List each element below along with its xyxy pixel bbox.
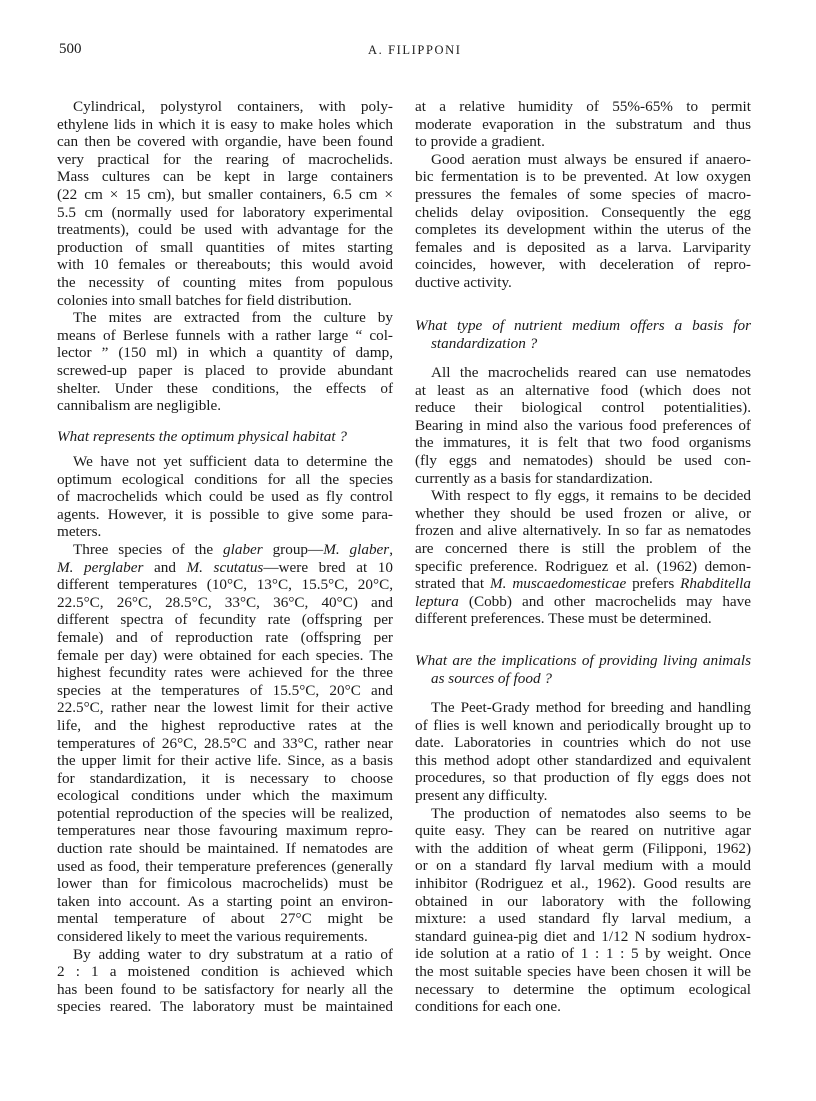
text-line: has been found to be satisfactory for nearly all the xyxy=(57,980,393,998)
text-line: date. Laboratories in countries which do not use xyxy=(415,734,751,752)
text-line: colonies into small batches for field distribution. xyxy=(57,291,352,309)
text-line: pressures the females of some species of macro- xyxy=(415,185,751,203)
text-line: considered likely to meet the various requirements. xyxy=(57,928,368,946)
text-line: species at the temperatures of 15.5°C, 20°C and xyxy=(57,681,393,699)
text-line: at least as an alternative food (which does not xyxy=(415,381,751,399)
text-line: Bearing in mind also the various food preferences of xyxy=(415,416,751,434)
text-line: quite easy. They can be reared on nutritive agar xyxy=(415,822,751,840)
paragraph xyxy=(415,98,751,151)
text-line: or on a standard fly larval medium with a mould xyxy=(415,857,751,875)
text-line: lower than for fimicolous macrochelids) must be xyxy=(57,875,393,893)
text-line: used as food, their temperature preferences (generally xyxy=(57,857,393,875)
italic-taxon-name: M. perglaber xyxy=(57,558,144,576)
text-line: for standardization, it is necessary to choose xyxy=(57,769,393,787)
text-line: of macrochelids which could be used as fly control xyxy=(57,488,393,506)
heading-line: What are the implications of providing living animals xyxy=(415,652,751,669)
text-run: Three species of the xyxy=(73,540,224,558)
text-line: 5.5 cm (normally used for laboratory experimental xyxy=(57,203,393,221)
text-line: with 10 females or thereabouts; this would avoid xyxy=(57,256,393,274)
text-line: chelids delay oviposition. Consequently the egg xyxy=(415,203,751,221)
text-line: ethylene lids in which it is easy to make holes which xyxy=(57,115,393,133)
left-body-group-2 xyxy=(57,453,393,1016)
text-line: production of small quantities of mites starting xyxy=(57,238,393,256)
text-line: coincides, however, with deceleration of repro- xyxy=(415,256,751,274)
text-line: to provide a gradient. xyxy=(415,133,545,151)
text-line: cannibalism are negligible. xyxy=(57,397,222,415)
text-line: inhibitor (Rodriguez et al., 1962). Good results are xyxy=(415,874,751,892)
text-line: agents. However, it is possible to give some para- xyxy=(57,505,393,523)
text-line: 22.5°C, 26°C, 28.5°C, 33°C, 36°C, 40°C) and xyxy=(57,593,393,611)
italic-taxon-name: M. scutatus xyxy=(186,558,264,576)
italic-taxon-name: M. muscaedomesticae xyxy=(490,575,627,593)
text-line: Mass cultures can be kept in large containers xyxy=(57,168,393,186)
heading-line: as sources of food ? xyxy=(431,669,552,687)
section-heading-living-animals xyxy=(415,652,751,687)
text-line: with the addition of wheat germ (Filipponi, 1962) xyxy=(415,839,751,857)
paragraph xyxy=(57,946,393,1016)
text-line: taken into account. As a starting point an environ- xyxy=(57,892,393,910)
section-heading-physical-habitat xyxy=(57,428,393,446)
right-body-group-1 xyxy=(415,98,751,292)
text-line: different preferences. These must be determined. xyxy=(415,610,712,628)
paragraph xyxy=(415,151,751,292)
text-line: duction rate should be maintained. If nematodes are xyxy=(57,840,393,858)
text-line: 22.5°C, rather near the lowest limit for their active xyxy=(57,699,393,717)
text-line: Cylindrical, polystyrol containers, with poly- xyxy=(73,98,393,115)
right-body-group-3 xyxy=(415,699,751,1016)
text-line: at a relative humidity of 55%-65% to permit xyxy=(415,98,751,115)
text-line: mixture: a used standard fly larval medium, a xyxy=(415,910,751,928)
heading-line: What type of nutrient medium offers a basis for xyxy=(415,317,751,334)
text-line: highest fecundity rates were achieved for the three xyxy=(57,664,393,682)
italic-taxon-name: glaber xyxy=(223,540,263,558)
text-line: The mites are extracted from the culture by xyxy=(73,309,393,327)
paragraph xyxy=(415,699,751,805)
text-line: females and is deposited as a larva. Larviparity xyxy=(415,238,751,256)
text-line: necessary to determine the optimum ecological xyxy=(415,980,751,998)
heading-line: standardization ? xyxy=(431,334,538,352)
text-line: (fly eggs and nematodes) should be used con- xyxy=(415,451,751,469)
text-line: bic fermentation is to be prevented. At low oxygen xyxy=(415,168,751,186)
text-line: different temperatures (10°C, 13°C, 15.5°C, 20°C, xyxy=(57,576,393,594)
text-line: specific preference. Rodriguez et al. (1962) demon- xyxy=(415,557,751,575)
text-line: conditions for each one. xyxy=(415,998,561,1016)
text-line: optimum ecological conditions for all the species xyxy=(57,470,393,488)
text-line: whether they should be used frozen or alive, or xyxy=(415,504,751,522)
text-line: 2 : 1 a moistened condition is achieved which xyxy=(57,963,393,981)
text-line: Good aeration must always be ensured if anaero- xyxy=(431,150,751,168)
text-line: female) and of reproduction rate (offspring per xyxy=(57,628,393,646)
text-line: ductive activity. xyxy=(415,273,512,291)
text-line: We have not yet sufficient data to determine the xyxy=(73,453,393,470)
text-line: different spectra of fecundity rate (offspring per xyxy=(57,611,393,629)
paragraph xyxy=(57,309,393,415)
text-line: standard guinea-pig diet and 1/12 N sodium hydrox- xyxy=(415,927,751,945)
text-line: present any difficulty. xyxy=(415,786,548,804)
text-line: (22 cm × 15 cm), but smaller containers, 6.5 cm × xyxy=(57,185,393,203)
text-run: (Cobb) and other macrochelids may have xyxy=(458,592,751,610)
text-run: and xyxy=(143,558,187,576)
text-line: this method adopt other standardized and equivalent xyxy=(415,751,751,769)
text-line: The Peet-Grady method for breeding and handling xyxy=(431,699,751,716)
text-line: of flies is well known and periodically brought up to xyxy=(415,716,751,734)
text-line xyxy=(57,541,393,559)
paragraph xyxy=(415,364,751,487)
text-line: completes its development within the uterus of the xyxy=(415,221,751,239)
text-line: The production of nematodes also seems to be xyxy=(431,804,751,822)
right-body-group-2 xyxy=(415,364,751,628)
heading-line: What represents the optimum physical habitat ? xyxy=(57,428,347,445)
italic-taxon-name: leptura xyxy=(415,592,459,610)
text-line: By adding water to dry substratum at a ratio of xyxy=(73,945,393,963)
text-line: ecological conditions under which the maximum xyxy=(57,787,393,805)
text-line: meters. xyxy=(57,523,102,541)
text-line: reduce their biological control potentialities). xyxy=(415,399,751,417)
text-line: currently as a basis for standardization. xyxy=(415,469,653,487)
text-line: mental temperature of about 27°C might be xyxy=(57,910,393,928)
text-run: —were bred at 10 xyxy=(263,558,393,576)
text-line: the most suitable species have been chosen it will be xyxy=(415,962,751,980)
text-line: temperatures of 26°C, 28.5°C and 33°C, rather near xyxy=(57,734,393,752)
text-line: means of Berlese funnels with a rather large “ col- xyxy=(57,326,393,344)
text-line: All the macrochelids reared can use nematodes xyxy=(431,364,751,381)
text-line: female per day) were obtained for each species. The xyxy=(57,646,393,664)
page-number: 500 xyxy=(59,41,82,57)
paragraph xyxy=(57,541,393,946)
text-line xyxy=(415,593,751,611)
text-run: strated that xyxy=(415,575,491,593)
text-line: the necessity of counting mites from populous xyxy=(57,273,393,291)
text-line: procedures, so that production of fly eggs does not xyxy=(415,769,751,787)
section-heading-nutrient-medium xyxy=(415,317,751,352)
text-line: very practical for the rearing of macrochelids. xyxy=(57,150,393,168)
running-head-author: A. FILIPPONI xyxy=(368,43,462,57)
text-line: ide solution at a ratio of 1 : 1 : 5 by weight. Once xyxy=(415,945,751,963)
text-run: prefers xyxy=(626,575,681,593)
text-line: screwed-up paper is placed to provide abundant xyxy=(57,361,393,379)
paragraph xyxy=(57,98,393,309)
text-line: moderate evaporation in the substratum and thus xyxy=(415,115,751,133)
paragraph xyxy=(415,487,751,628)
text-line xyxy=(57,559,393,577)
text-line: species reared. The laboratory must be maintained xyxy=(57,998,393,1016)
text-line: temperatures near those favouring maximum repro- xyxy=(57,822,393,840)
text-line: obtained in our laboratory with the following xyxy=(415,892,751,910)
text-line: life, and the highest reproductive rates at the xyxy=(57,716,393,734)
paragraph xyxy=(415,805,751,1016)
text-line: treatments), could be used with advantage for the xyxy=(57,221,393,239)
italic-taxon-name: M. glaber xyxy=(323,540,390,558)
text-line: lector ” (150 ml) in which a quantity of damp, xyxy=(57,344,393,362)
text-line: frozen and alive alternatively. In so far as nematodes xyxy=(415,522,751,540)
text-line: the immatures, it is felt that two food organisms xyxy=(415,434,751,452)
text-line: potential reproduction of the species will be realized, xyxy=(57,804,393,822)
text-line xyxy=(415,575,751,593)
text-run: , xyxy=(389,540,393,558)
left-body-group-1 xyxy=(57,98,393,415)
italic-taxon-name: Rhabditella xyxy=(680,575,751,593)
paragraph xyxy=(57,453,393,541)
text-line: are concerned there is still the problem of the xyxy=(415,539,751,557)
text-line: With respect to fly eggs, it remains to be decided xyxy=(431,487,751,505)
text-line: the upper limit for their active life. Since, as a basis xyxy=(57,752,393,770)
text-line: can then be covered with organdie, have been found xyxy=(57,133,393,151)
text-line: shelter. Under these conditions, the effects of xyxy=(57,379,393,397)
text-run: group— xyxy=(262,540,324,558)
